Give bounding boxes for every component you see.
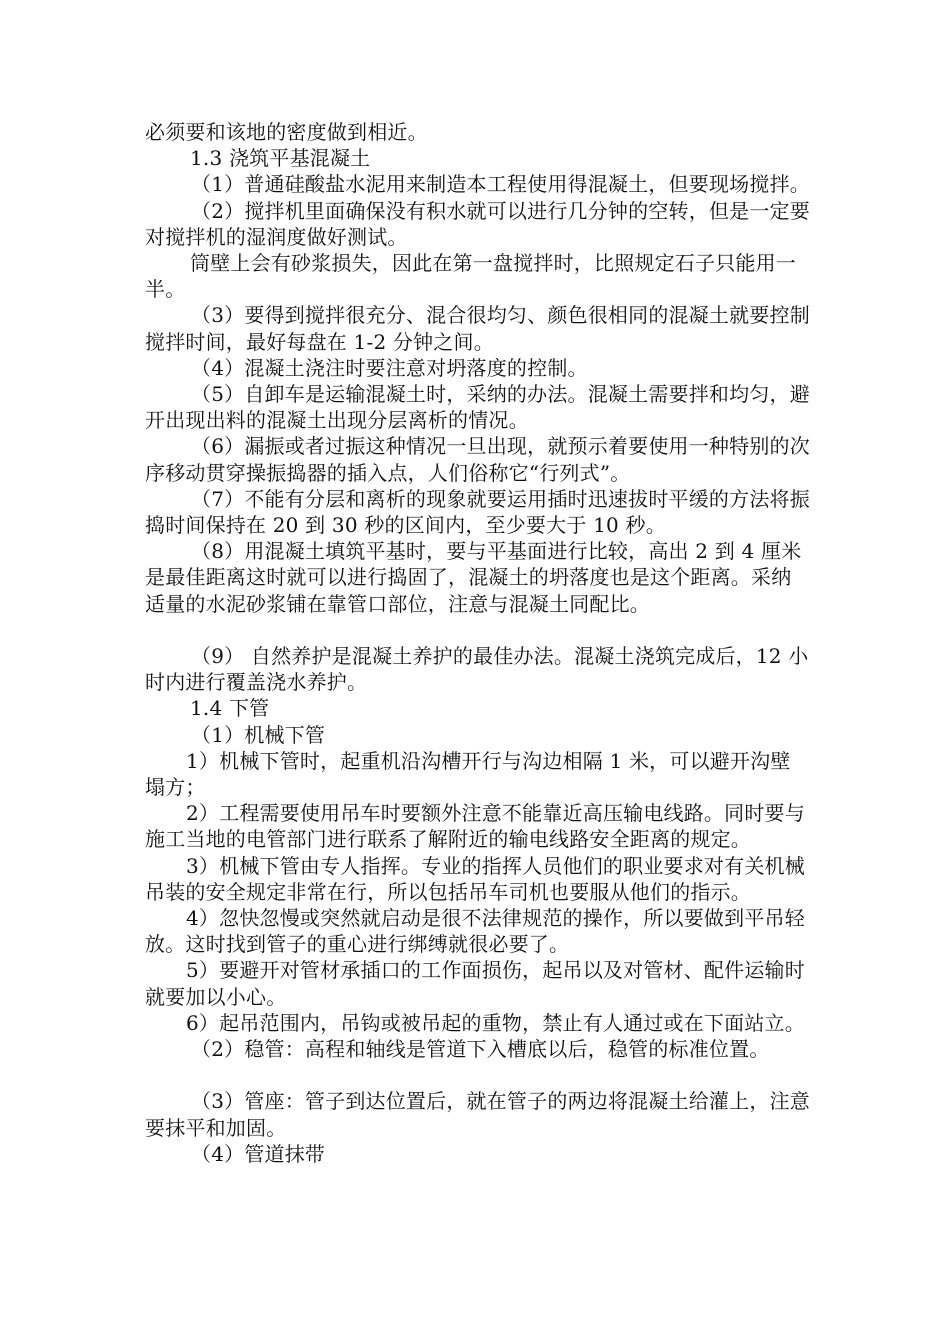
paragraph-pipe-base: （3）管座：管子到达位置后，就在管子的两边将混凝土给灌上，注意要抹平和加固。	[145, 1089, 810, 1140]
paragraph-item-9: （9） 自然养护是混凝土养护的最佳办法。混凝土浇筑完成后，12 小时内进行覆盖浇水养护。	[145, 644, 809, 695]
paragraph-item-7: （7）不能有分层和离析的现象就要运用插时迅速拔时平缓的方法将振捣时间保持在 20 到 30 秒的区间内，至少要大于 10 秒。	[145, 486, 810, 538]
paragraph-item-8: （8）用混凝土填筑平基时，要与平基面进行比较，高出 2 到 4 厘米是最佳距离这时就可以进行捣固了，混凝土的坍落度也是这个距离。采纳适量的水泥砂浆铺在靠管口部位，注意与混凝土同配比。	[145, 539, 802, 616]
list-item-3: 3）机械下管由专人指挥。专业的指挥人员他们的职业要求对有关机械吊装的安全规定非常在行，所以包括吊车司机也要服从他们的指示。	[145, 853, 805, 904]
list-item-2: 2）工程需要使用吊车时要额外注意不能靠近高压输电线路。同时要与施工当地的电管部门进行联系了解附近的输电线路安全距离的规定。	[145, 801, 805, 852]
paragraph-pipe-band: （4）管道抹带	[191, 1141, 326, 1166]
section-heading-1-3: 1.3 浇筑平基混凝土	[190, 146, 371, 171]
section-heading-1-4: 1.4 下管	[190, 696, 270, 721]
paragraph-item-4: （4）混凝土浇注时要注意对坍落度的控制。	[191, 355, 588, 380]
list-item-4: 4）忽快忽慢或突然就启动是很不法律规范的操作，所以要做到平吊轻放。这时找到管子的重心进行绑缚就很必要了。	[145, 906, 805, 957]
document-body	[145, 119, 810, 1167]
paragraph-continuation: 必须要和该地的密度做到相近。	[145, 120, 428, 144]
paragraph-item-5: （5）自卸车是运输混凝土时，采纳的办法。混凝土需要拌和均匀，避开出现出料的混凝土出现分层离析的情况。	[145, 382, 810, 433]
list-item-5: 5）要避开对管材承插口的工作面损伤，起吊以及对管材、配件运输时就要加以小心。	[145, 958, 805, 1009]
list-item-6: 6）起吊范围内，吊钩或被吊起的重物，禁止有人通过或在下面站立。	[186, 1010, 805, 1035]
paragraph-item-6: （6）漏振或者过振这种情况一旦出现，就预示着要使用一种特别的次序移动贯穿操振捣器的插入点，人们俗称它“行列式”。	[145, 434, 810, 485]
paragraph-item-3: （3）要得到搅拌很充分、混合很均匀、颜色很相同的混凝土就要控制搅拌时间，最好每盘在 1-2 分钟之间。	[145, 303, 810, 354]
paragraph-note: 筒壁上会有砂浆损失，因此在第一盘搅拌时，比照规定石子只能用一半。	[145, 251, 796, 302]
paragraph-item-2: （2）搅拌机里面确保没有积水就可以进行几分钟的空转，但是一定要对搅拌机的湿润度做好测试。	[145, 198, 810, 249]
paragraph-stabilize: （2）稳管：高程和轴线是管道下入槽底以后，稳管的标准位置。	[191, 1037, 770, 1062]
list-item-1: 1）机械下管时，起重机沿沟槽开行与沟边相隔 1 米，可以避开沟壁塌方；	[145, 748, 791, 800]
blank-line	[145, 1062, 810, 1088]
blank-line	[145, 617, 810, 643]
paragraph-subheading-mechanical: （1）机械下管	[191, 722, 326, 747]
paragraph-item-1: （1）普通硅酸盐水泥用来制造本工程使用得混凝土，但要现场搅拌。	[191, 172, 810, 197]
